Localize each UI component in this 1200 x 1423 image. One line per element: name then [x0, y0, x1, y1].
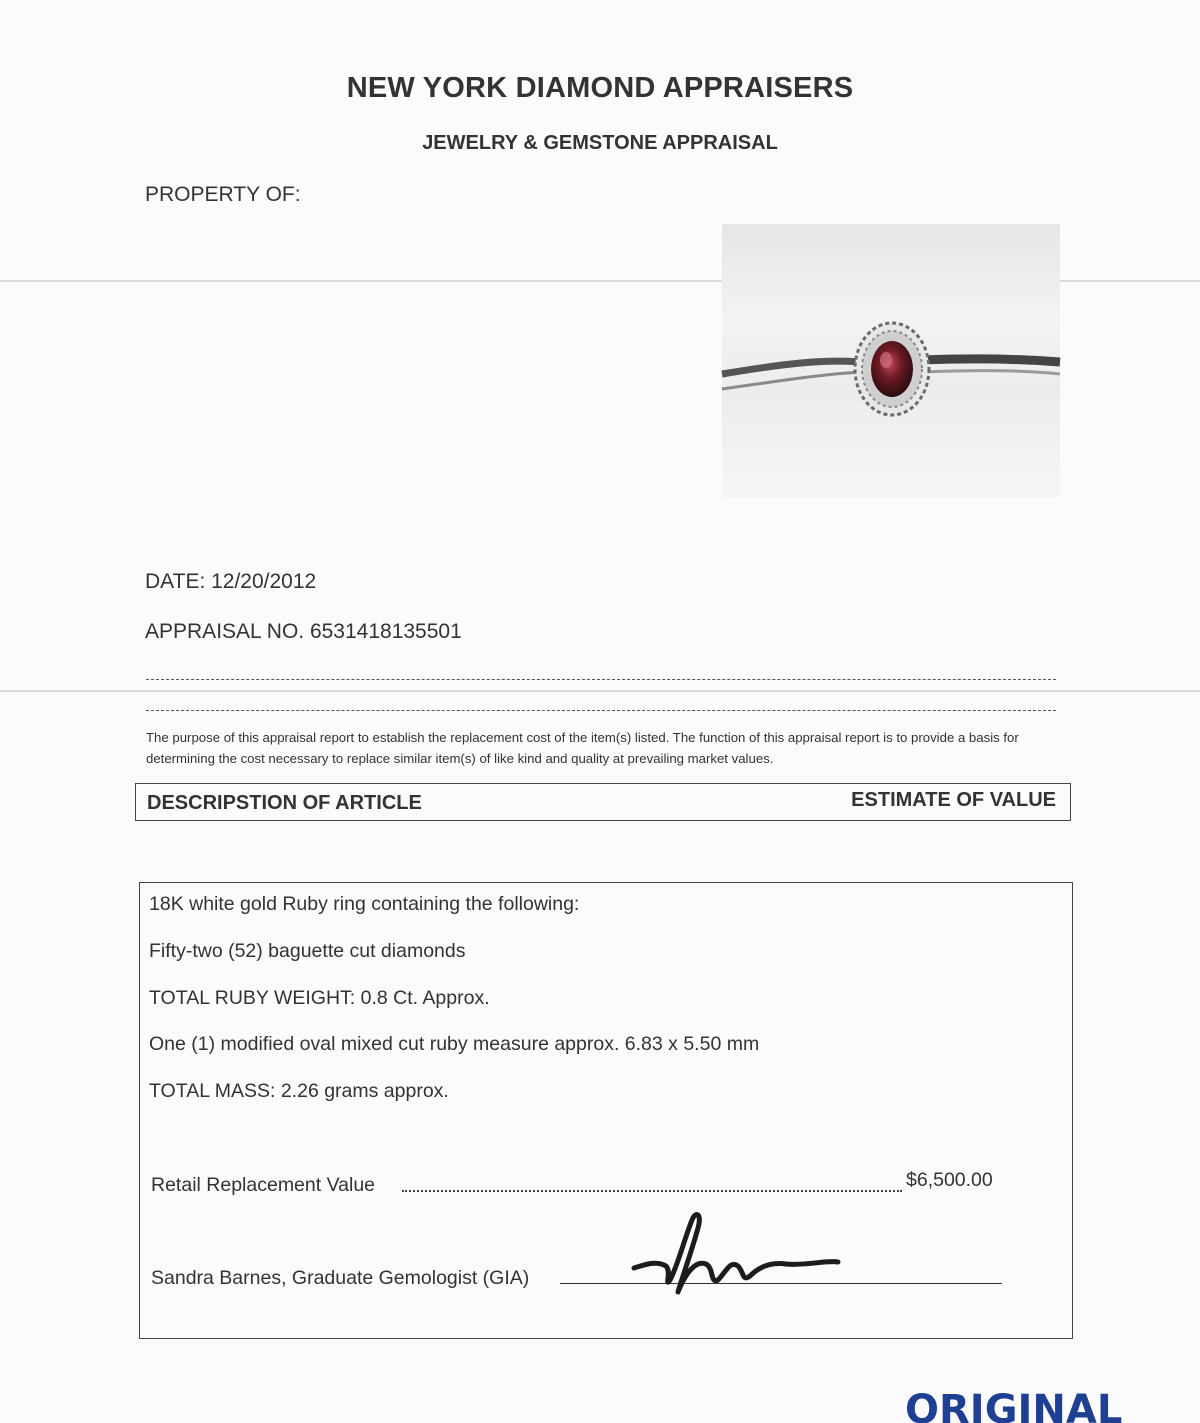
property-of-label: PROPERTY OF: [145, 183, 301, 206]
article-line: Fifty-two (52) baguette cut diamonds [149, 940, 466, 962]
article-line: TOTAL RUBY WEIGHT: 0.8 Ct. Approx. [149, 987, 490, 1009]
company-name: NEW YORK DIAMOND APPRAISERS [346, 72, 854, 104]
article-line: 18K white gold Ruby ring containing the following: [149, 893, 580, 915]
ruby-ring-photo-icon [722, 224, 1060, 498]
dotted-leader [402, 1180, 902, 1192]
retail-value-amount: $6,500.00 [906, 1169, 993, 1191]
value-header: ESTIMATE OF VALUE [851, 789, 1056, 811]
purpose-statement: The purpose of this appraisal report to establish the replacement cost of the item(s) listed. The function of this appraisal report is to provide a basis for determining the cost necessary to replace similar item(s) of like kind and quality at prevailing market values. [146, 730, 1019, 766]
article-line: One (1) modified oval mixed cut ruby measure approx. 6.83 x 5.50 mm [149, 1033, 760, 1055]
signature-icon [626, 1210, 846, 1300]
dashed-divider [146, 710, 1056, 711]
document-subtitle: JEWELRY & GEMSTONE APPRAISAL [422, 132, 778, 154]
description-header: DESCRIPSTION OF ARTICLE [147, 792, 422, 814]
original-stamp-icon [905, 1383, 1123, 1423]
appraisal-date: DATE: 12/20/2012 [145, 570, 317, 593]
stamp-text: ORIGINAL [905, 1387, 1123, 1423]
original-stamp [905, 1383, 1123, 1423]
paper-fold-line [0, 690, 1200, 692]
retail-value-label: Retail Replacement Value [151, 1174, 376, 1196]
signer-name: Sandra Barnes, Graduate Gemologist (GIA) [151, 1267, 530, 1289]
table-header [135, 783, 1071, 821]
appraisal-number: APPRAISAL NO. 6531418135501 [145, 620, 462, 643]
dashed-divider [146, 679, 1056, 680]
ruby-ring-photo [722, 224, 1060, 498]
article-box [139, 882, 1073, 1339]
signature-mark [626, 1210, 846, 1300]
article-line: TOTAL MASS: 2.26 grams approx. [149, 1080, 449, 1102]
